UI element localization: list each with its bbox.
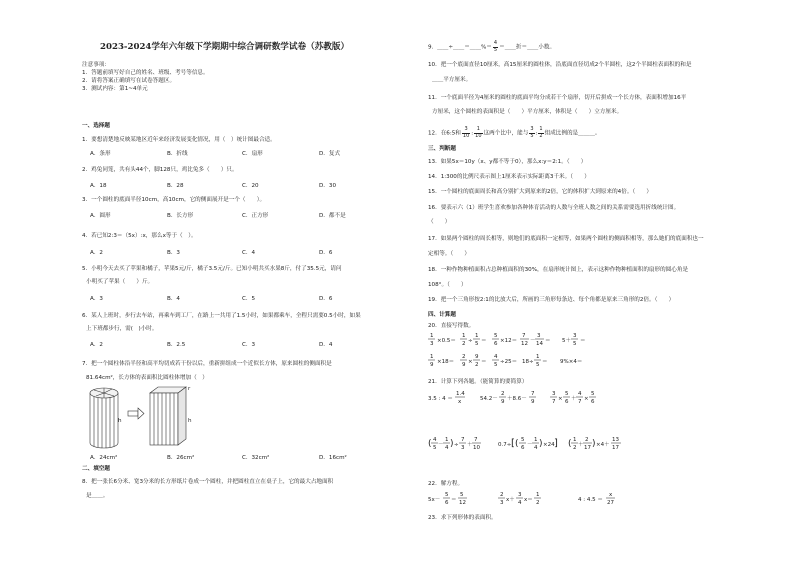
figure-label-r: r xyxy=(188,386,191,392)
option: B．26cm² xyxy=(167,455,195,461)
svg-text:1: 1 xyxy=(536,354,540,360)
svg-text:2: 2 xyxy=(475,362,479,368)
svg-text:1: 1 xyxy=(536,492,540,498)
svg-text:1: 1 xyxy=(475,333,479,339)
denominator: 5 xyxy=(493,46,498,53)
q21-expressions xyxy=(428,388,628,458)
svg-text:×: × xyxy=(584,396,589,402)
question-20: 20．直接写得数。 xyxy=(428,323,475,329)
option: B．28 xyxy=(167,183,184,189)
svg-text:5: 5 xyxy=(475,341,479,347)
svg-text:7: 7 xyxy=(552,399,556,405)
cylinder-shape xyxy=(90,388,118,448)
svg-text:10: 10 xyxy=(473,445,480,451)
svg-text:0.7÷: 0.7÷ xyxy=(498,442,512,448)
svg-text:3: 3 xyxy=(430,341,434,347)
svg-text:3: 3 xyxy=(461,445,465,451)
q22-equations xyxy=(428,489,628,515)
svg-text:7: 7 xyxy=(522,333,526,339)
svg-text:12: 12 xyxy=(521,341,528,347)
svg-text:5: 5 xyxy=(565,391,569,397)
svg-text:2: 2 xyxy=(500,492,504,498)
svg-text:17: 17 xyxy=(584,445,591,451)
option: B．折线 xyxy=(167,151,188,157)
notes-header: 注意事项： xyxy=(82,62,110,68)
svg-text:＝: ＝ xyxy=(481,338,487,344)
svg-text:3: 3 xyxy=(537,333,541,339)
svg-text:1: 1 xyxy=(573,437,577,443)
question-4: 4．若已知2:3＝（5x）:x，那么x等于（ ）。 xyxy=(82,233,197,239)
svg-text:3: 3 xyxy=(518,492,522,498)
svg-text:9: 9 xyxy=(430,362,434,368)
numerator: 3 xyxy=(462,127,470,134)
svg-text:6: 6 xyxy=(565,399,569,405)
svg-text:7: 7 xyxy=(474,437,478,443)
question-5-cont: 小明买了苹果（ ）斤。 xyxy=(86,279,154,285)
svg-text:9: 9 xyxy=(501,399,505,405)
fraction xyxy=(474,127,482,139)
svg-text:5: 5 xyxy=(521,437,525,443)
question-9-text: ＝＿＿折＝＿＿小数。 xyxy=(499,44,556,51)
question-14: 14．1:300的比例尺表示图上1厘米表示实际距离3千米。（ ） xyxy=(428,174,590,180)
svg-text:2: 2 xyxy=(462,354,466,360)
svg-text:×4＋: ×4＋ xyxy=(596,442,610,448)
option: A．24cm² xyxy=(90,455,118,461)
svg-text:18÷: 18÷ xyxy=(522,359,534,365)
svg-text:4 : 4.5 ＝: 4 : 4.5 ＝ xyxy=(578,497,603,503)
option: D．6 xyxy=(319,296,333,302)
option: A．2 xyxy=(90,250,103,256)
svg-text:－: － xyxy=(530,338,536,344)
question-18-cont: 108°。（ ） xyxy=(428,282,467,288)
question-10: 10．把一个底面直径10厘米，高15厘米的圆柱体，沿底面直径切成2个半圆柱，这2个半圆柱表面积的和是 xyxy=(428,62,692,68)
svg-text:): ) xyxy=(592,439,596,449)
option: B．长方形 xyxy=(167,213,194,219)
svg-text:6: 6 xyxy=(521,445,525,451)
note-item: 2．请将答案正确填写在试卷答题区。 xyxy=(82,78,176,84)
option: D．4 xyxy=(319,342,333,348)
svg-text:1: 1 xyxy=(430,354,434,360)
option: D．16cm² xyxy=(319,455,347,461)
svg-text:×18＝: ×18＝ xyxy=(437,359,455,365)
svg-text:1.4: 1.4 xyxy=(456,391,465,397)
svg-text:1: 1 xyxy=(462,333,466,339)
arrow-icon xyxy=(128,408,144,419)
svg-text:5: 5 xyxy=(536,362,540,368)
q20-row-2 xyxy=(428,354,582,368)
section-judge: 三、判断题 xyxy=(428,146,456,152)
svg-text:x: x xyxy=(609,492,613,498)
svg-text:3: 3 xyxy=(500,500,504,506)
numerator: 1 xyxy=(539,126,543,132)
svg-text:2: 2 xyxy=(501,391,505,397)
denominator: 2 xyxy=(539,132,543,139)
svg-text:17: 17 xyxy=(612,445,619,451)
svg-text:6: 6 xyxy=(494,341,498,347)
fraction xyxy=(529,127,534,139)
svg-text:5: 5 xyxy=(573,341,577,347)
question-12-text: 这两个比中，能与 xyxy=(483,130,529,137)
svg-text:]: ] xyxy=(554,438,558,449)
svg-text:x: x xyxy=(458,399,462,405)
svg-text:＋: ＋ xyxy=(571,396,577,402)
svg-text:2: 2 xyxy=(536,500,540,506)
svg-text:12: 12 xyxy=(459,500,466,506)
option: A．圆形 xyxy=(90,213,111,219)
colon: : xyxy=(471,130,474,137)
cylinder-to-cuboid-figure xyxy=(86,383,196,453)
question-11: 11．一个底面半径为4厘米的圆柱的底面平均分成若干个扇形，切开后拼成一个长方体，表面积增加16平 xyxy=(428,95,687,101)
fraction xyxy=(493,41,498,53)
svg-text:－: － xyxy=(438,442,444,448)
svg-text:3.5 : 4 ＝: 3.5 : 4 ＝ xyxy=(428,396,453,402)
svg-text:－: － xyxy=(527,442,533,448)
option: B．3 xyxy=(167,250,180,256)
denominator: 10 xyxy=(475,132,482,139)
section-calc: 四、计算题 xyxy=(428,312,456,318)
option: D．30 xyxy=(319,183,337,189)
question-21: 21．计算下列各题。（能简算的要简算） xyxy=(428,379,528,385)
denominator: 10 xyxy=(462,132,470,139)
svg-text:9%×4＝: 9%×4＝ xyxy=(560,359,583,365)
svg-text:2: 2 xyxy=(462,341,466,347)
svg-text:＝: ＝ xyxy=(542,359,548,365)
svg-text:14: 14 xyxy=(536,341,543,347)
note-item: 1．答题前填写好自己的姓名、班级、考号等信息。 xyxy=(82,70,209,76)
svg-text:4: 4 xyxy=(433,437,437,443)
question-6-cont: 上下班都步行，需( )小时。 xyxy=(86,326,158,332)
svg-text:4: 4 xyxy=(518,500,522,506)
question-12-text: 组成比例的是＿＿＿。 xyxy=(544,130,601,137)
svg-text:÷25＝: ÷25＝ xyxy=(500,359,518,365)
svg-text:×12＝: ×12＝ xyxy=(500,338,518,344)
question-18: 18．一种作物种植面积占总种植面积的30%，在扇形统计图上，表示这种作物种植面积的扇形的圆心角是 xyxy=(428,267,689,273)
svg-text:3: 3 xyxy=(573,333,577,339)
svg-text:(: ( xyxy=(515,439,519,449)
question-11-cont: 方厘米，这个圆柱的表面积是（ ）平方厘米，体积是（ ）立方厘米。 xyxy=(432,109,623,115)
option: B．4 xyxy=(167,296,180,302)
numerator: 1 xyxy=(474,127,482,134)
svg-text:9: 9 xyxy=(475,354,479,360)
option: A．18 xyxy=(90,183,107,189)
question-13: 13．如果5x＝10y（x、y都不等于0），那么x:y＝2:1。（ ） xyxy=(428,159,587,165)
figure-label-h: h xyxy=(118,418,122,424)
question-2: 2．鸡兔同笼，共有头44个，脚128只，鸡比兔多（ ）只。 xyxy=(82,167,238,173)
question-7-cont: 81.64cm²，长方体的表面积比圆柱体增加（ ） xyxy=(86,375,208,381)
svg-text:5: 5 xyxy=(433,445,437,451)
fraction xyxy=(535,126,543,139)
svg-text:54.2－: 54.2－ xyxy=(480,396,498,402)
question-3: 3．一个圆柱的底面半径10cm，高10cm，它的侧面展开是一个（ ）。 xyxy=(82,197,266,203)
svg-text:x＝: x＝ xyxy=(524,497,533,503)
svg-text:5x－: 5x－ xyxy=(428,497,441,503)
svg-text:1: 1 xyxy=(445,437,449,443)
svg-text:÷: ÷ xyxy=(468,338,473,344)
option: B．2.5 xyxy=(167,342,186,348)
q20-row-1 xyxy=(428,333,586,347)
q21-row-2 xyxy=(428,437,621,451)
svg-text:5: 5 xyxy=(494,362,498,368)
option: A．条形 xyxy=(90,151,111,157)
figure-label-h: h xyxy=(188,418,192,424)
question-8: 8．把一张长6分米、宽3分米的长方形纸片卷成一个圆柱，并把圆柱直立在桌子上，它的最大占地面积 xyxy=(82,479,334,485)
question-9-text: 9．＿＿÷＿＿＝＿＿%＝ xyxy=(428,44,492,51)
option: D．6 xyxy=(319,250,333,256)
svg-text:1: 1 xyxy=(534,437,538,443)
option: C．扇形 xyxy=(242,151,263,157)
option: D．都不是 xyxy=(319,213,346,219)
svg-text:(: ( xyxy=(428,439,432,449)
svg-text:): ) xyxy=(539,439,543,449)
svg-text:5＋: 5＋ xyxy=(562,338,571,344)
svg-text:13: 13 xyxy=(612,437,619,443)
option: C．3 xyxy=(242,342,256,348)
question-8-cont: 是＿＿。 xyxy=(86,493,109,499)
q21-row-1 xyxy=(428,391,596,405)
question-17-cont: 定相等。（ ） xyxy=(428,251,470,257)
question-10-cont: ＿＿平方厘米。 xyxy=(432,77,472,83)
option: A．2 xyxy=(90,342,103,348)
svg-text:4: 4 xyxy=(534,445,538,451)
svg-text:9: 9 xyxy=(531,399,535,405)
question-1: 1．要想清楚地反映某地区近年来经济发展变化情况，用（ ）统计图最合适。 xyxy=(82,137,276,143)
svg-text:6: 6 xyxy=(591,399,595,405)
svg-text:3: 3 xyxy=(552,391,556,397)
fraction xyxy=(462,127,470,139)
option: C．5 xyxy=(242,296,256,302)
svg-text:7: 7 xyxy=(531,391,535,397)
svg-text:9: 9 xyxy=(462,362,466,368)
svg-text:×24: ×24 xyxy=(543,442,555,448)
option: A．3 xyxy=(90,296,103,302)
colon: : xyxy=(535,130,538,137)
svg-text:1: 1 xyxy=(430,333,434,339)
svg-text:×: × xyxy=(468,359,473,365)
option: C．正方形 xyxy=(242,213,269,219)
option: C．20 xyxy=(242,183,259,189)
svg-text:7: 7 xyxy=(578,399,582,405)
svg-text:＝: ＝ xyxy=(580,338,586,344)
svg-text:＋: ＋ xyxy=(578,442,584,448)
svg-text:＋8.6－: ＋8.6－ xyxy=(507,396,527,402)
option: C．32cm² xyxy=(242,455,270,461)
svg-text:2: 2 xyxy=(585,437,589,443)
note-item: 3．测试内容：第1~4单元 xyxy=(82,86,148,92)
question-17: 17．如果两个圆柱的周长相等，则地们的底面积一定相等，如果两个圆柱的侧面积相等，那么她们的底面积也一 xyxy=(428,236,704,242)
svg-text:4: 4 xyxy=(578,391,582,397)
svg-text:[: [ xyxy=(511,438,515,449)
svg-text:×0.5＝: ×0.5＝ xyxy=(437,338,456,344)
svg-text:7: 7 xyxy=(461,437,465,443)
svg-text:5: 5 xyxy=(494,333,498,339)
question-16-cont: （ ） xyxy=(428,219,451,225)
numerator: 4 xyxy=(493,40,498,46)
svg-text:27: 27 xyxy=(607,500,614,506)
numerator: 3 xyxy=(530,126,534,132)
denominator: 5 xyxy=(530,132,534,139)
svg-text:5: 5 xyxy=(460,492,464,498)
question-16: 16．要表示六（1）班学生喜欢参加各种体育活动的人数与全班人数之间的关系需要选用折线统计图。 xyxy=(428,205,680,211)
svg-text:2: 2 xyxy=(573,445,577,451)
svg-text:4: 4 xyxy=(445,445,449,451)
question-9 xyxy=(428,41,555,53)
question-15: 15．一个圆柱的底面周长和高分别扩大到原来的2倍，它的体积扩大到原来的4倍。（ ） xyxy=(428,189,652,195)
section-fill: 二、填空题 xyxy=(82,466,110,472)
svg-text:×: × xyxy=(558,396,563,402)
svg-text:＝: ＝ xyxy=(481,359,487,365)
svg-text:(: ( xyxy=(568,439,572,449)
svg-text:＋: ＋ xyxy=(467,442,473,448)
svg-text:5: 5 xyxy=(591,391,595,397)
svg-text:＝: ＝ xyxy=(545,338,551,344)
question-12-text: 12．在6:5和 xyxy=(428,130,461,137)
question-19: 19．把一个三角形按2:1的比放大后，所画的三角形每条边、每个角都是原来三角形的2倍。（ ） xyxy=(428,297,675,303)
option: C．4 xyxy=(242,250,256,256)
question-6: 6．某人上班时，步行去车站，再乘车到工厂，在路上一共用了1.5小时，如果都乘车，全程只需要0.5小时，如果 xyxy=(82,313,361,319)
svg-text:): ) xyxy=(450,439,454,449)
svg-text:x＋: x＋ xyxy=(506,497,515,503)
svg-text:÷: ÷ xyxy=(454,442,459,448)
q20-expressions xyxy=(428,331,598,377)
page-title: 2023-2024学年六年级下学期期中综合调研数学试卷（苏教版） xyxy=(100,42,350,52)
question-12 xyxy=(428,127,601,139)
cuboid-shape xyxy=(150,387,186,445)
section-choice: 一、选择题 xyxy=(82,123,110,129)
svg-text:4: 4 xyxy=(494,354,498,360)
svg-text:5: 5 xyxy=(445,492,449,498)
svg-text:6: 6 xyxy=(445,500,449,506)
svg-text:＝: ＝ xyxy=(451,497,457,503)
question-7: 7．把一个圆柱体沿半径和高平均切成若干份以后，重新拼组成一个近似长方体，原来圆柱的侧面积是 xyxy=(82,361,332,367)
question-23: 23．求下列形体的表面积。 xyxy=(428,515,497,521)
question-22: 22．解方程。 xyxy=(428,481,464,487)
question-5: 5．小明今天去买了苹果和橘子，苹果5元/斤，橘子3.5元/斤。已知小明共买水果8斤，付了35.5元，请问 xyxy=(82,266,342,272)
option: D．复式 xyxy=(319,151,341,157)
